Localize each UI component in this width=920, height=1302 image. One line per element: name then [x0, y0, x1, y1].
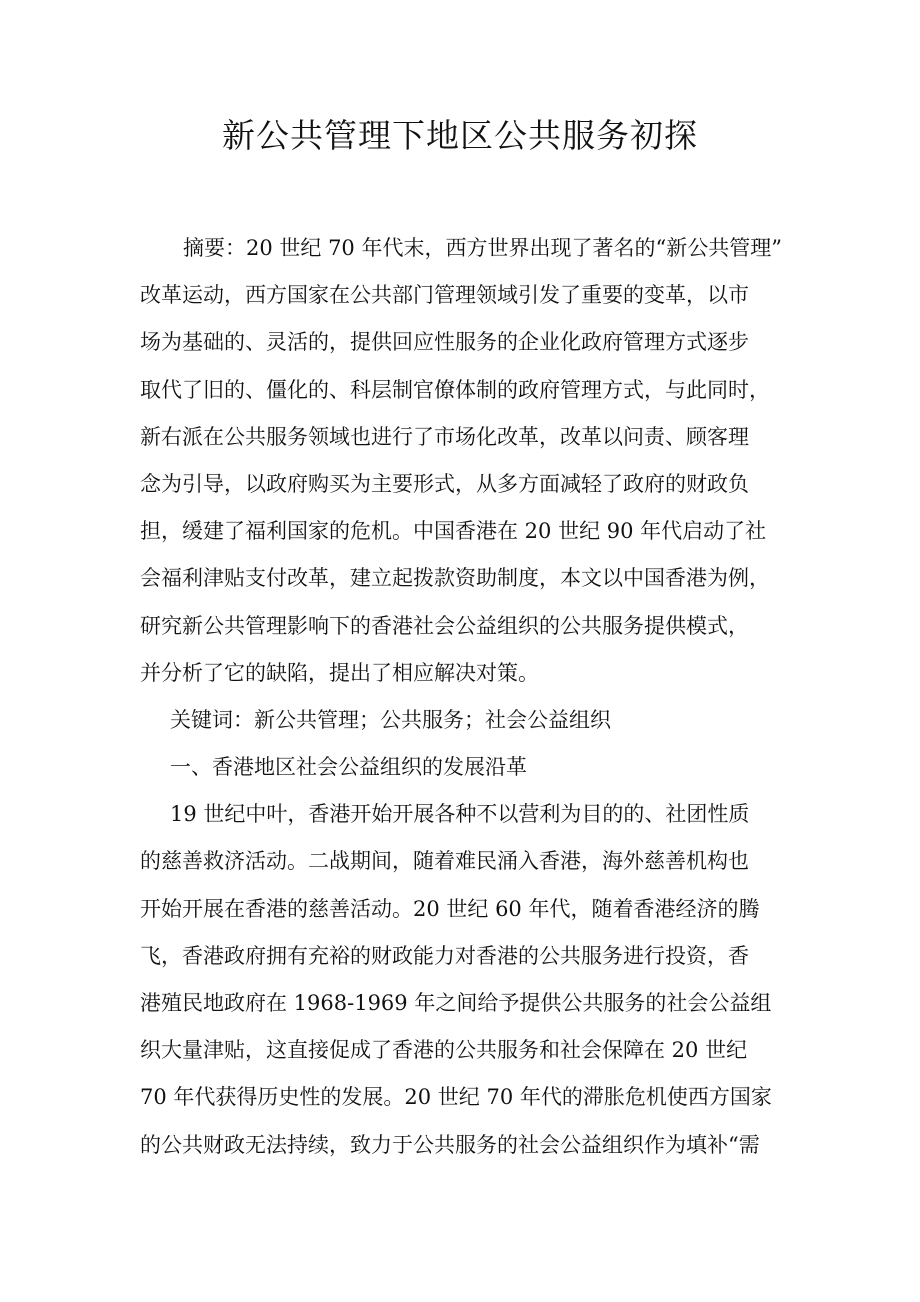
abstract-line: 改革运动，西方国家在公共部门管理领域引发了重要的变革，以市: [140, 283, 749, 308]
section-heading: 一、香港地区社会公益组织的发展沿革: [170, 755, 527, 780]
abstract-line: 新右派在公共服务领域也进行了市场化改革，改革以问责、顾客理: [140, 424, 749, 449]
abstract-line: 担，缓建了福利国家的危机。中国香港在 20 世纪 90 年代启动了社: [140, 519, 767, 544]
paragraph-line: 的公共财政无法持续，致力于公共服务的社会公益组织作为填补“需: [140, 1132, 760, 1157]
paragraph-line: 织大量津贴，这直接促成了香港的公共服务和社会保障在 20 世纪: [140, 1038, 748, 1063]
paragraph-line: 19 世纪中叶，香港开始开展各种不以营利为目的的、社团性质: [170, 802, 750, 827]
abstract-line: 念为引导，以政府购买为主要形式，从多方面减轻了政府的财政负: [140, 471, 749, 496]
abstract-line: 场为基础的、灵活的，提供回应性服务的企业化政府管理方式逐步: [140, 330, 749, 355]
paragraph-line: 的慈善救济活动。二战期间，随着难民涌入香港，海外慈善机构也: [140, 849, 749, 874]
keywords-line: 关键词：新公共管理；公共服务；社会公益组织: [170, 707, 611, 732]
document-body: [140, 225, 800, 1169]
paragraph-line: 开始开展在香港的慈善活动。20 世纪 60 年代，随着香港经济的腾: [140, 896, 760, 921]
abstract-line: 研究新公共管理影响下的香港社会公益组织的公共服务提供模式，: [140, 613, 749, 638]
abstract-line: 并分析了它的缺陷，提出了相应解决对策。: [140, 660, 539, 685]
paragraph-line: 飞，香港政府拥有充裕的财政能力对香港的公共服务进行投资，香: [140, 943, 749, 968]
abstract-line: 会福利津贴支付改革，建立起拨款资助制度，本文以中国香港为例，: [140, 566, 770, 591]
paragraph-line: 港殖民地政府在 1968-1969 年之间给予提供公共服务的社会公益组: [140, 991, 772, 1015]
document-title: 新公共管理下地区公共服务初探: [222, 116, 698, 155]
abstract-line: 摘要：20 世纪 70 年代末，西方世界出现了著名的“新公共管理”: [183, 236, 782, 260]
paragraph-line: 70 年代获得历史性的发展。20 世纪 70 年代的滞胀危机使西方国家: [140, 1085, 772, 1110]
abstract-line: 取代了旧的、僵化的、科层制官僚体制的政府管理方式，与此同时，: [140, 377, 770, 402]
